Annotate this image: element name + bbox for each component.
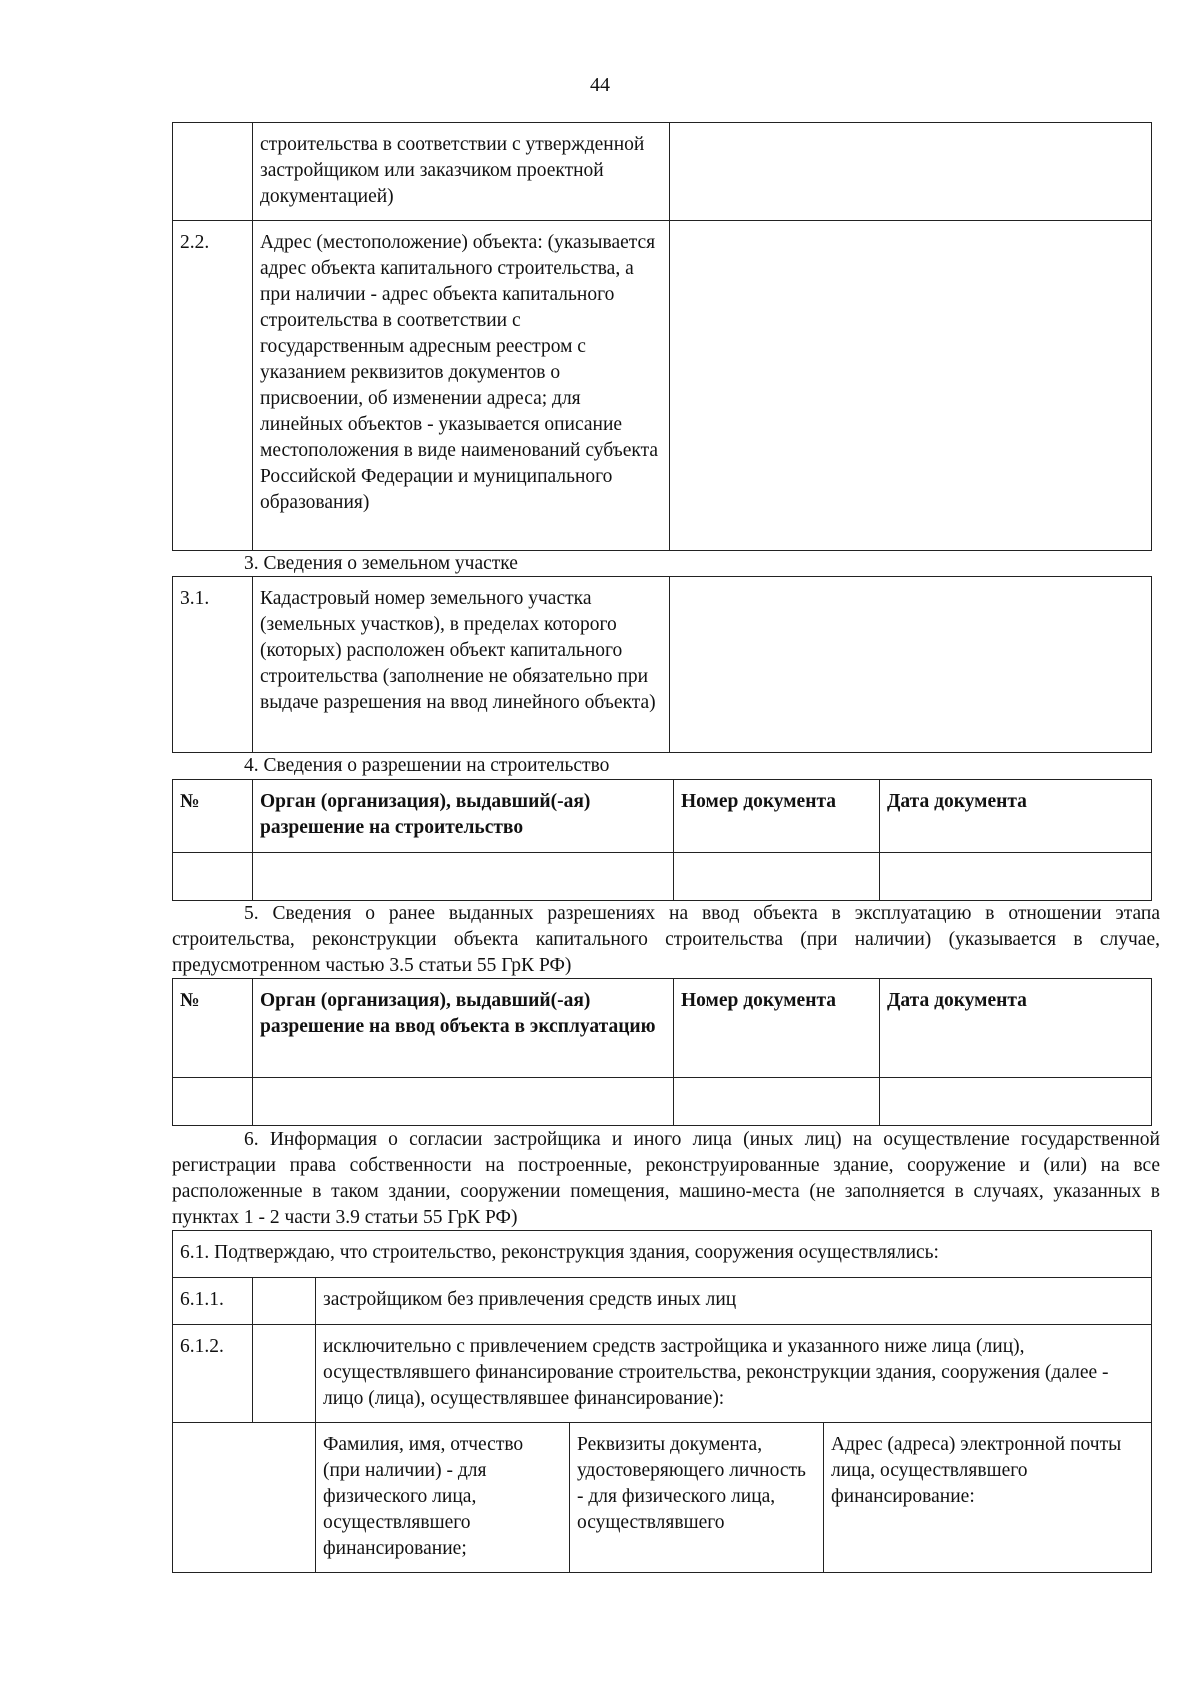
- row-value[interactable]: [670, 577, 1152, 753]
- cell-doc-date[interactable]: [880, 1078, 1152, 1126]
- row-value[interactable]: [670, 123, 1152, 221]
- section-6-title: 6. Информация о согласии застройщика и иного лица (иных лиц) на осуществление государственной регистрации права собственности на построенные, реконструированные здание, сооружение и (или) на все расположенные в таком здании, сооружении помещения, машино-места (не заполняется в случаях, указанных в пунктах 1 - 2 части 3.9 статьи 55 ГрК РФ): [172, 1129, 1160, 1228]
- section-5-title: 5. Сведения о ранее выданных разрешениях на ввод объекта в эксплуатацию в отношении этапа строительства, реконструкции объекта капитального строительства (при наличии) (указывается в случае, предусмотренном частью 3.5 статьи 55 ГрК РФ): [172, 903, 1160, 976]
- table-row: [173, 123, 1152, 221]
- table-row: [173, 1231, 1152, 1278]
- header-authority: Орган (организация), выдавший(-ая) разрешение на ввод объекта в эксплуатацию: [253, 979, 674, 1078]
- option-number: 6.1.1.: [173, 1278, 253, 1325]
- row-label: Адрес (местоположение) объекта: (указывается адрес объекта капитального строительства, а при наличии - адрес объекта капитального строительства в соответствии с государственным адресным реестром с указанием реквизитов документов о присвоении, об изменении адреса; для линейных объектов - указывается описание местоположения в виде наименований субъекта Российской Федерации и муниципального образования): [253, 221, 670, 551]
- table-row: [173, 1423, 1152, 1573]
- cell-authority[interactable]: [253, 1078, 674, 1126]
- table-header-row: [173, 780, 1152, 853]
- table-row: [173, 1278, 1152, 1325]
- table-row: [173, 577, 1152, 753]
- construction-permit-table: [172, 779, 1152, 901]
- table-row: [173, 221, 1152, 551]
- section-3-title: 3. Сведения о земельном участке: [244, 553, 518, 574]
- previous-permits-table: [172, 978, 1152, 1126]
- header-authority: Орган (организация), выдавший(-ая) разрешение на строительство: [253, 780, 674, 853]
- header-number: №: [173, 979, 253, 1078]
- row-value[interactable]: [670, 221, 1152, 551]
- cell-number[interactable]: [173, 853, 253, 901]
- table-row: [173, 1325, 1152, 1423]
- cell-authority[interactable]: [253, 853, 674, 901]
- page-number: 44: [590, 74, 610, 96]
- table-row: [173, 1078, 1152, 1126]
- header-doc-number: Номер документа: [674, 780, 880, 853]
- land-plot-table: [172, 576, 1152, 753]
- cell-doc-number[interactable]: [674, 1078, 880, 1126]
- option-checkbox[interactable]: [253, 1325, 316, 1423]
- investor-email-header: Адрес (адреса) электронной почты лица, осуществлявшего финансирование:: [824, 1423, 1152, 1573]
- empty-cell: [173, 1423, 316, 1573]
- investor-id-doc-header: Реквизиты документа, удостоверяющего личность - для физического лица, осуществлявшего: [570, 1423, 824, 1573]
- option-text: застройщиком без привлечения средств иных лиц: [316, 1278, 1152, 1325]
- financing-table: [172, 1230, 1152, 1573]
- object-info-table: [172, 122, 1152, 551]
- confirmation-text: 6.1. Подтверждаю, что строительство, реконструкция здания, сооружения осуществлялись:: [173, 1231, 1152, 1278]
- header-number: №: [173, 780, 253, 853]
- row-number: [173, 123, 253, 221]
- header-doc-date: Дата документа: [880, 780, 1152, 853]
- option-text: исключительно с привлечением средств застройщика и указанного ниже лица (лиц), осуществлявшего финансирование строительства, реконструкции здания, сооружения (далее - лицо (лица), осуществлявшее финансирование):: [316, 1325, 1152, 1423]
- row-label: строительства в соответствии с утвержденной застройщиком или заказчиком проектной документацией): [253, 123, 670, 221]
- row-label: Кадастровый номер земельного участка (земельных участков), в пределах которого (которых) расположен объект капитального строительства (заполнение не обязательно при выдаче разрешения на ввод линейного объекта): [253, 577, 670, 753]
- cell-number[interactable]: [173, 1078, 253, 1126]
- header-doc-date: Дата документа: [880, 979, 1152, 1078]
- option-checkbox[interactable]: [253, 1278, 316, 1325]
- table-header-row: [173, 979, 1152, 1078]
- cell-doc-number[interactable]: [674, 853, 880, 901]
- section-4-title: 4. Сведения о разрешении на строительство: [244, 755, 610, 776]
- option-number: 6.1.2.: [173, 1325, 253, 1423]
- cell-doc-date[interactable]: [880, 853, 1152, 901]
- row-number: 2.2.: [173, 221, 253, 551]
- table-row: [173, 853, 1152, 901]
- row-number: 3.1.: [173, 577, 253, 753]
- header-doc-number: Номер документа: [674, 979, 880, 1078]
- investor-name-header: Фамилия, имя, отчество (при наличии) - для физического лица, осуществлявшего финансирование;: [316, 1423, 570, 1573]
